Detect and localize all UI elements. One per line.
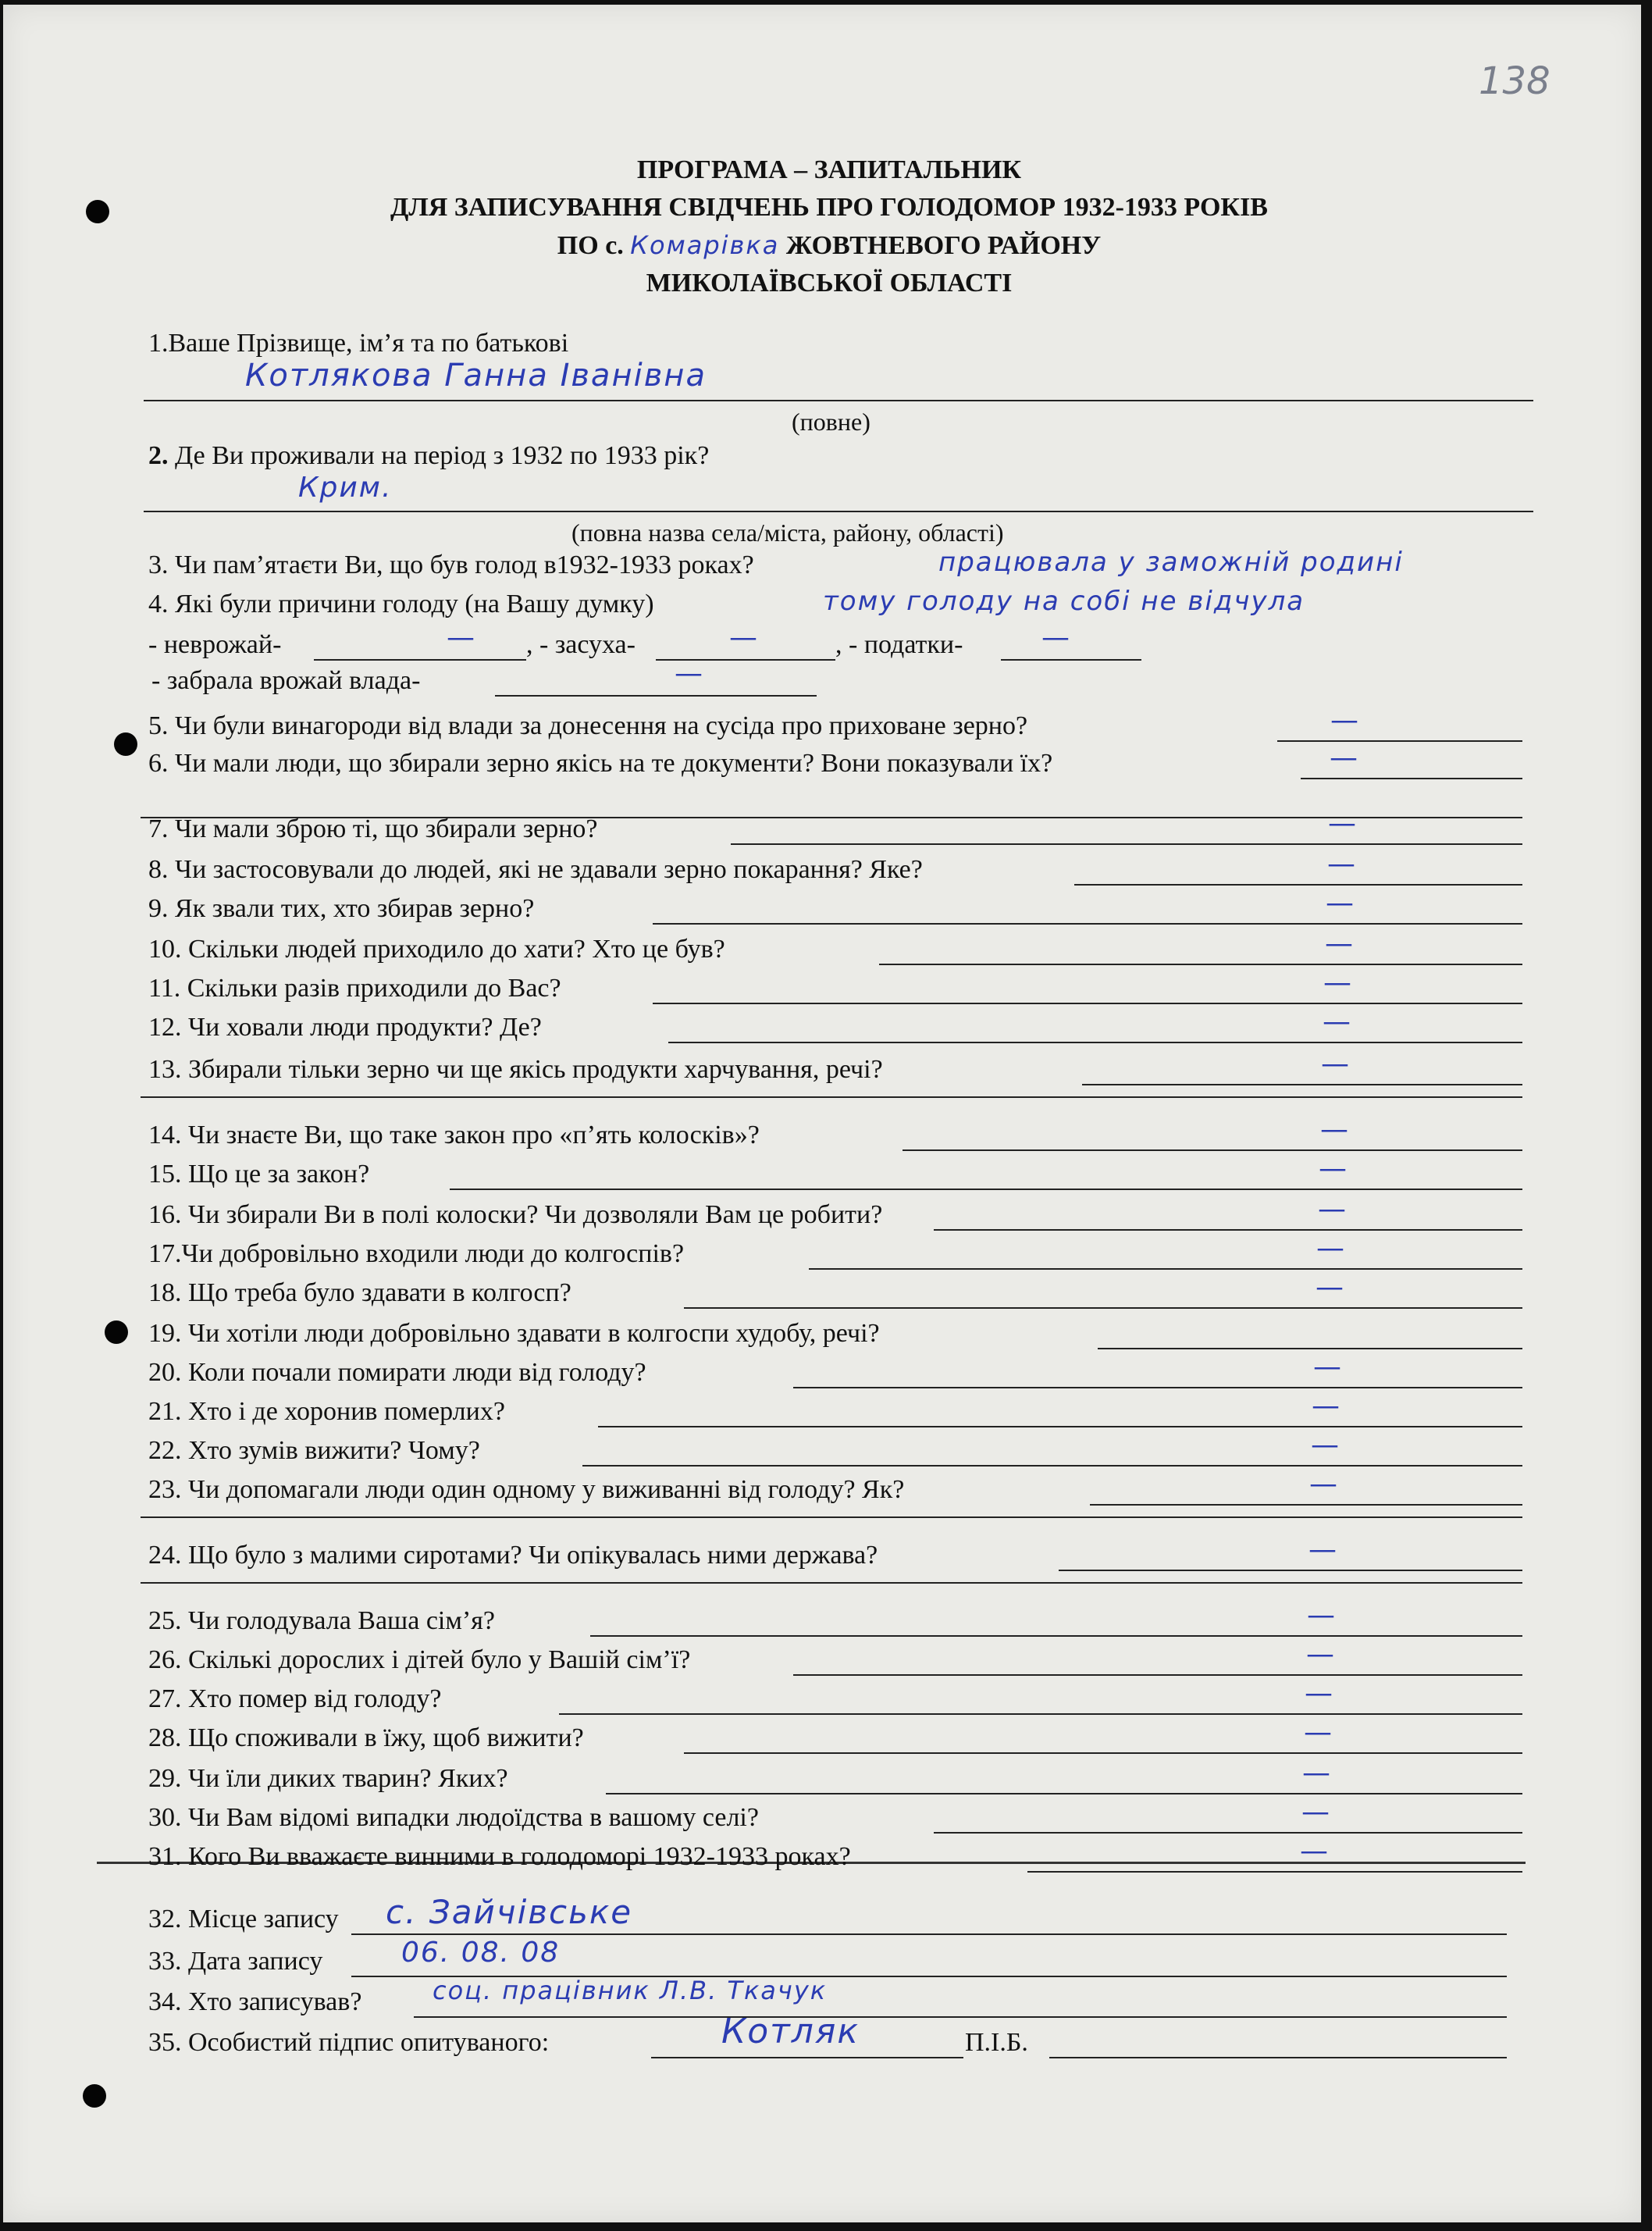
answer-line bbox=[351, 1933, 1507, 1935]
title-line-1: ПРОГРАМА – ЗАПИТАЛЬНИК bbox=[636, 155, 1022, 184]
answer-line bbox=[1027, 1871, 1522, 1873]
title-line-3: ПО с. Комарівка ЖОВТНЕВОГО РАЙОНУ bbox=[557, 230, 1102, 260]
answer-line bbox=[653, 1003, 1522, 1004]
answer-line bbox=[1001, 659, 1141, 661]
question-30-answer: — bbox=[1301, 1796, 1330, 1828]
answer-line bbox=[144, 511, 1533, 512]
q4-option-harvest-taken: - забрала врожай влада- bbox=[151, 666, 421, 695]
answer-line bbox=[879, 964, 1522, 965]
punch-hole bbox=[105, 1320, 128, 1344]
answer-line bbox=[144, 400, 1533, 401]
answer-line bbox=[559, 1713, 1522, 1715]
question-11-label: 11. Скільки разів приходили до Вас? bbox=[148, 974, 561, 1003]
page-title bbox=[3, 151, 1652, 302]
answer-line bbox=[1074, 884, 1522, 886]
document-page bbox=[3, 5, 1641, 2222]
question-10-label: 10. Скільки людей приходило до хати? Хто це був? bbox=[148, 935, 725, 964]
question-23-label: 23. Чи допомагали люди один одному у виживанні від голоду? Як? bbox=[148, 1475, 905, 1504]
answer-line bbox=[590, 1635, 1522, 1637]
question-5-answer: — bbox=[1330, 704, 1358, 736]
signature: Котляк bbox=[721, 2012, 860, 2051]
answer-line bbox=[934, 1229, 1522, 1231]
title-line-4: МИКОЛАЇВСЬКОЇ ОБЛАСТІ bbox=[646, 269, 1013, 298]
question-5-label: 5. Чи були винагороди від влади за донесення на сусіда про приховане зерно? bbox=[148, 711, 1028, 740]
answer-line bbox=[1277, 740, 1522, 742]
answer-line bbox=[809, 1268, 1522, 1270]
answer-line bbox=[903, 1149, 1522, 1151]
question-20-label: 20. Коли почали помирати люди від голоду? bbox=[148, 1358, 646, 1387]
question-11-answer: — bbox=[1323, 967, 1351, 999]
question-14-answer: — bbox=[1320, 1114, 1348, 1146]
q4-option-3-dash: — bbox=[1041, 622, 1070, 654]
question-15-label: 15. Що це за закон? bbox=[148, 1160, 370, 1189]
question-16-label: 16. Чи збирали Ви в полі колоски? Чи дозволяли Вам це робити? bbox=[148, 1200, 883, 1229]
answer-line bbox=[582, 1465, 1522, 1467]
question-12-label: 12. Чи ховали люди продукти? Де? bbox=[148, 1013, 542, 1042]
q3-label: 3. Чи пам’ятаєти Ви, що був голод в1932-1933 роках? bbox=[148, 551, 754, 579]
question-22-answer: — bbox=[1311, 1429, 1339, 1461]
answer-line bbox=[606, 1793, 1522, 1794]
question-14-label: 14. Чи знаєте Ви, що таке закон про «п’ять колосків»? bbox=[148, 1121, 760, 1149]
q4-option-crop-failure: - неврожай- bbox=[148, 630, 282, 659]
punch-hole bbox=[114, 732, 137, 756]
answer-line bbox=[450, 1189, 1522, 1190]
question-24-answer: — bbox=[1308, 1534, 1337, 1566]
answer-line bbox=[1098, 1348, 1522, 1349]
question-9-answer: — bbox=[1326, 887, 1354, 919]
answer-line bbox=[684, 1752, 1522, 1754]
q4-option-drought: , - засуха- bbox=[526, 630, 636, 659]
question-6-answer: — bbox=[1330, 742, 1358, 774]
answer-line bbox=[141, 1096, 1522, 1098]
answer-line bbox=[414, 2016, 1507, 2018]
question-21-label: 21. Хто і де хоронив померлих? bbox=[148, 1397, 505, 1426]
answer-line bbox=[141, 1582, 1522, 1584]
question-17-answer: — bbox=[1316, 1232, 1344, 1264]
question-25-label: 25. Чи голодувала Ваша сім’я? bbox=[148, 1606, 495, 1635]
question-29-answer: — bbox=[1302, 1757, 1330, 1789]
question-26-label: 26. Скількі дорослих і дітей було у Вашій сім’ї? bbox=[148, 1645, 691, 1674]
question-30-label: 30. Чи Вам відомі випадки людоїдства в вашому селі? bbox=[148, 1803, 759, 1832]
q34-answer: соц. працівник Л.В. Ткачук bbox=[433, 1976, 828, 2005]
question-15-answer: — bbox=[1319, 1153, 1347, 1185]
q2-note: (повна назва села/міста, району, області) bbox=[571, 519, 1004, 547]
q35-label: 35. Особистий підпис опитуваного: bbox=[148, 2028, 550, 2057]
answer-line bbox=[653, 923, 1522, 925]
question-22-label: 22. Хто зумів вижити? Чому? bbox=[148, 1436, 480, 1465]
q4-option-2-dash: — bbox=[729, 622, 757, 654]
answer-line bbox=[495, 695, 817, 697]
answer-line bbox=[684, 1307, 1522, 1309]
pib-label: П.І.Б. bbox=[965, 2028, 1028, 2057]
question-24-label: 24. Що було з малими сиротами? Чи опікувалась ними держава? bbox=[148, 1541, 878, 1570]
question-8-label: 8. Чи застосовували до людей, які не здавали зерно покарання? Яке? bbox=[148, 855, 923, 884]
question-6-label: 6. Чи мали люди, що збирали зерно якісь на те документи? Вони показували їх? bbox=[148, 749, 1053, 778]
answer-line bbox=[1301, 778, 1522, 779]
answer-line bbox=[598, 1426, 1522, 1427]
q4-option-4-dash: — bbox=[675, 658, 703, 690]
answer-line bbox=[934, 1832, 1522, 1834]
question-21-answer: — bbox=[1312, 1390, 1340, 1422]
q2-answer: Крим. bbox=[298, 472, 393, 504]
question-17-label: 17.Чи добровільно входили люди до колгоспів? bbox=[148, 1239, 685, 1268]
question-25-answer: — bbox=[1307, 1599, 1335, 1631]
question-27-answer: — bbox=[1305, 1677, 1333, 1709]
question-31-label: 31. Кого Ви вважаєте винними в голодоморі 1932-1933 роках? bbox=[148, 1842, 851, 1871]
question-10-answer: — bbox=[1325, 928, 1353, 960]
q34-label: 34. Хто записував? bbox=[148, 1987, 362, 2016]
question-31-answer: — bbox=[1300, 1835, 1328, 1867]
question-20-answer: — bbox=[1313, 1351, 1341, 1383]
page-number: 138 bbox=[1479, 59, 1551, 103]
q4-option-taxes: , - податки- bbox=[835, 630, 963, 659]
question-16-answer: — bbox=[1318, 1193, 1346, 1225]
answer-line bbox=[1090, 1504, 1522, 1506]
q4-option-1-dash: — bbox=[447, 622, 475, 654]
village-name: Комарівка bbox=[630, 230, 780, 260]
q33-answer: 06. 08. 08 bbox=[401, 1937, 561, 1969]
answer-line bbox=[1049, 2057, 1507, 2058]
q1-answer: Котлякова Ганна Іванівна bbox=[245, 358, 707, 394]
q3-answer: працювала у заможній родині bbox=[938, 547, 1404, 578]
question-13-answer: — bbox=[1321, 1048, 1349, 1080]
answer-line bbox=[793, 1674, 1522, 1676]
question-26-answer: — bbox=[1306, 1638, 1334, 1670]
q32-answer: с. Зайчівське bbox=[386, 1893, 633, 1931]
question-19-label: 19. Чи хотіли люди добровільно здавати в колгоспи худобу, речі? bbox=[148, 1319, 880, 1348]
signature-line bbox=[651, 2057, 963, 2058]
q32-label: 32. Місце запису bbox=[148, 1905, 339, 1933]
q4-label: 4. Які були причини голоду (на Вашу думку) bbox=[148, 590, 654, 618]
question-9-label: 9. Як звали тих, хто збирав зерно? bbox=[148, 894, 535, 923]
title-line-2: ДЛЯ ЗАПИСУВАННЯ СВІДЧЕНЬ ПРО ГОЛОДОМОР 1932-1933 РОКІВ bbox=[390, 193, 1268, 222]
question-18-answer: — bbox=[1316, 1271, 1344, 1303]
question-29-label: 29. Чи їли диких тварин? Яких? bbox=[148, 1764, 508, 1793]
answer-line bbox=[1059, 1570, 1522, 1571]
punch-hole bbox=[83, 2084, 106, 2108]
answer-line bbox=[314, 659, 526, 661]
answer-line bbox=[668, 1042, 1522, 1043]
answer-line bbox=[793, 1387, 1522, 1388]
answer-line bbox=[731, 843, 1522, 845]
q4-answer: тому голоду на собі не відчула bbox=[823, 586, 1305, 617]
question-18-label: 18. Що треба було здавати в колгосп? bbox=[148, 1278, 571, 1307]
question-23-answer: — bbox=[1309, 1468, 1337, 1500]
q33-label: 33. Дата запису bbox=[148, 1947, 323, 1976]
question-27-label: 27. Хто помер від голоду? bbox=[148, 1684, 442, 1713]
question-7-answer: — bbox=[1328, 807, 1356, 839]
answer-line bbox=[141, 1516, 1522, 1518]
question-28-label: 28. Що споживали в їжу, щоб вижити? bbox=[148, 1723, 584, 1752]
q1-label: 1.Ваше Прізвище, ім’я та по батькові bbox=[148, 329, 569, 358]
question-28-answer: — bbox=[1304, 1716, 1332, 1748]
question-13-label: 13. Збирали тільки зерно чи ще якісь продукти харчування, речі? bbox=[148, 1055, 883, 1084]
answer-line bbox=[1082, 1084, 1522, 1085]
q2-label: 2. Де Ви проживали на період з 1932 по 1933 рік? bbox=[148, 441, 710, 470]
question-7-label: 7. Чи мали зброю ті, що збирали зерно? bbox=[148, 814, 598, 843]
question-12-answer: — bbox=[1323, 1006, 1351, 1038]
q1-note: (повне) bbox=[792, 408, 871, 436]
question-8-answer: — bbox=[1327, 848, 1355, 880]
